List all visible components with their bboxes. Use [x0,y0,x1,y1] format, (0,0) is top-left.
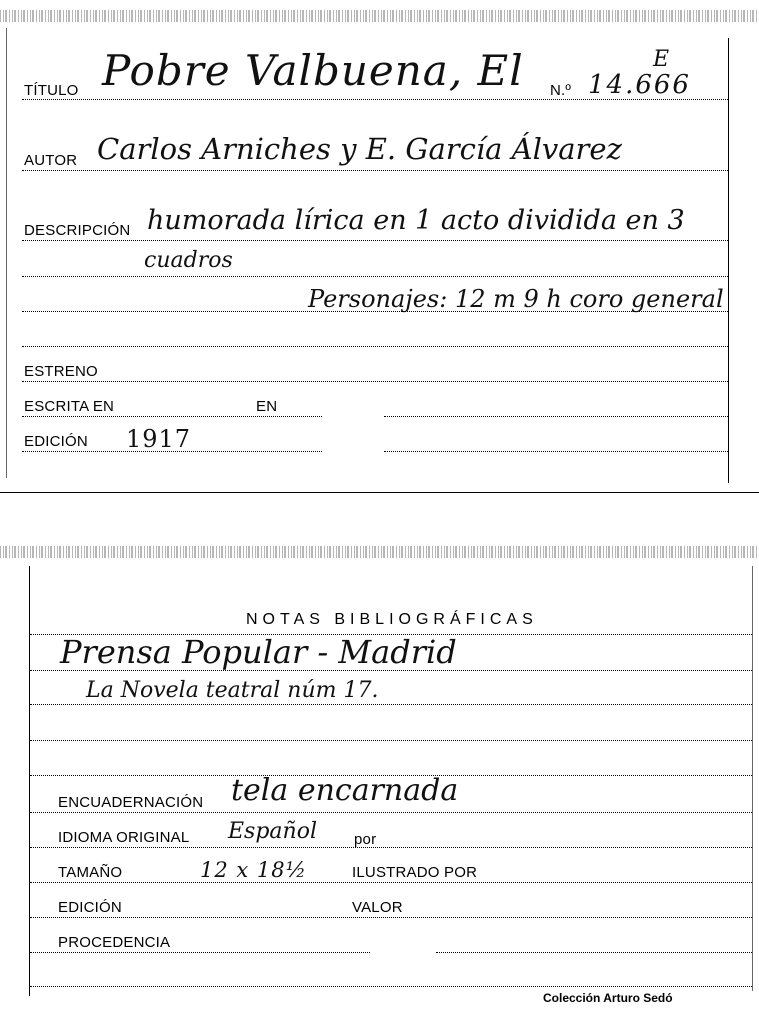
encuadernacion-value: tela encarnada [231,773,459,808]
last-line [30,986,752,987]
estreno-line [22,381,728,382]
edicion-bottom-line [30,917,752,918]
descripcion-line-3: Personajes: 12 m 9 h coro general [308,285,724,313]
bottom-card-scan-edge [0,546,759,558]
collection-footer: Colección Arturo Sedó [543,991,673,1005]
idioma-label: IDIOMA ORIGINAL [58,829,190,846]
autor-line [22,170,728,171]
titulo-label: TÍTULO [24,82,79,99]
tamano-line [30,882,752,883]
escrita-label: ESCRITA EN [24,398,115,415]
titulo-value: Pobre Valbuena, El [102,46,524,95]
autor-label: AUTOR [24,152,78,169]
escrita-line-right [384,416,728,417]
tamano-label: TAMAÑO [58,864,123,881]
numero-label: N.º [550,82,572,99]
en-label: EN [256,398,278,415]
notas-line-2 [30,670,752,671]
edicion-bottom-label: EDICIÓN [58,899,122,916]
notas-line-4 [30,740,752,741]
bottom-card-left-border [29,566,30,996]
procedencia-line-left [30,952,370,953]
edicion-line-right [384,451,728,452]
top-card-bottom-border [0,492,759,493]
descripcion-line-c [22,311,728,312]
bottom-card-right-border [752,566,753,991]
edicion-label: EDICIÓN [24,433,88,450]
procedencia-line-right [436,952,752,953]
autor-value: Carlos Arniches y E. García Álvarez [97,132,622,166]
descripcion-line-1: humorada lírica en 1 acto dividida en 3 [147,205,685,236]
top-card-right-border [728,38,729,483]
idioma-line [30,847,752,848]
idioma-value: Español [228,819,317,844]
descripcion-line-b [22,276,728,277]
numero-suffix: E [653,47,670,72]
ilustrado-label: ILUSTRADO POR [352,864,478,881]
descripcion-line-2: cuadros [144,248,233,273]
procedencia-label: PROCEDENCIA [58,934,171,951]
descripcion-line-a [22,240,728,241]
escrita-line-left [22,416,322,417]
nota-line-1: Prensa Popular - Madrid [60,633,457,671]
valor-label: VALOR [352,899,403,916]
encuadernacion-label: ENCUADERNACIÓN [58,794,204,811]
estreno-label: ESTRENO [24,363,98,380]
notas-heading: NOTAS BIBLIOGRÁFICAS [246,611,538,628]
encuadernacion-line [30,812,752,813]
top-card-scan-edge [0,10,759,22]
tamano-value: 12 x 18½ [200,858,307,882]
descripcion-label: DESCRIPCIÓN [24,222,131,239]
titulo-line [22,99,728,100]
blank-line [22,346,728,347]
edicion-line-left [22,451,322,452]
notas-line-3 [30,704,752,705]
edicion-value: 1917 [126,425,192,453]
por-label: por [354,831,377,848]
top-card-left-border [6,28,7,478]
numero-value: 14.666 [588,70,691,100]
nota-line-2: La Novela teatral núm 17. [86,678,379,703]
